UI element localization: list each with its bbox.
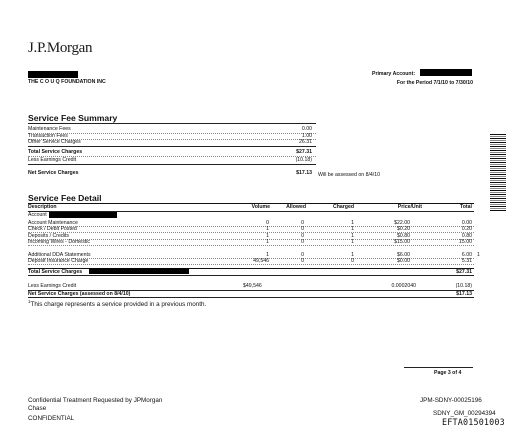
- bates-number-2: SDNY_GM_00294394: [433, 410, 496, 417]
- cell-total: 0.00: [461, 219, 472, 226]
- cell-desc: Check / Debit Posted: [28, 226, 77, 232]
- cell-desc: Additional DDA Statements: [28, 251, 91, 258]
- cell-volume: 1: [266, 232, 269, 239]
- summary-value: $27.31: [296, 149, 312, 155]
- primary-account-label: Primary Account:: [372, 71, 416, 77]
- cell-price: $22.00: [394, 219, 410, 226]
- confidential-block: [28, 397, 162, 422]
- cell-allowed: 0: [301, 258, 304, 264]
- cell-charged: 0: [351, 258, 354, 264]
- column-header: Description: [28, 204, 57, 210]
- statement-period: For the Period 7/1/10 to 7/30/10: [396, 80, 473, 86]
- footnote-text: This charge represents a service provided in a previous month.: [30, 301, 207, 309]
- cell-price: $6.00: [397, 251, 410, 258]
- cell-charged: 1: [351, 232, 354, 239]
- page-number: Page 3 of 4: [434, 370, 462, 376]
- summary-label: Maintenance Fees: [28, 126, 71, 132]
- summary-label: Net Service Charges: [28, 169, 79, 176]
- conf-line2: Chase: [28, 404, 47, 412]
- redacted-account: [49, 212, 117, 218]
- efta-number: EFTA01501003: [442, 417, 505, 427]
- cell-volume: 1: [266, 239, 269, 245]
- footnote: [28, 299, 206, 308]
- bates-number-1: JPM-SDNY-00025196: [420, 397, 482, 404]
- cell-desc: Account Maintenance: [28, 219, 78, 226]
- assessed-note: Will be assessed on 8/4/10: [318, 172, 380, 178]
- cell-allowed: 0: [301, 232, 304, 239]
- redacted-total-account: [89, 268, 189, 274]
- summary-label: Less Earnings Credit: [28, 156, 77, 163]
- summary-label: Transaction Fees: [28, 132, 68, 139]
- cell-volume: 49,546: [253, 258, 269, 264]
- summary-label: Total Service Charges: [28, 149, 83, 155]
- cell-charged: 1: [351, 226, 354, 232]
- cell-desc: Deposit Insurance Charge: [28, 258, 89, 264]
- cell-charged: 1: [351, 219, 354, 226]
- column-header: Volume: [251, 204, 270, 210]
- cell-desc: Incoming Wires - Domestic: [28, 239, 90, 245]
- summary-value: 0.00: [301, 126, 312, 132]
- summary-value: (10.18): [295, 156, 312, 163]
- column-header: Charged: [332, 204, 354, 210]
- jpmorgan-logo: J.P.Morgan: [28, 40, 93, 56]
- earnings-desc: Less Earnings Credit: [28, 283, 77, 289]
- summary-title: Service Fee Summary: [28, 113, 118, 123]
- cell-allowed: 0: [301, 251, 304, 258]
- detail-title: Service Fee Detail: [28, 193, 102, 203]
- cell-price: $0.00: [397, 258, 410, 264]
- cell-allowed: 0: [301, 239, 304, 245]
- earnings-row: [28, 283, 474, 289]
- summary-value: $17.13: [296, 169, 312, 176]
- earnings-price: 0.0002040: [391, 283, 416, 289]
- cell-total: 15.00: [459, 239, 472, 245]
- redacted-account-number: [420, 69, 472, 76]
- cell-volume: 0: [266, 219, 269, 226]
- org-name: THE C O U Q FOUNDATION INC: [28, 79, 106, 85]
- account-label: Account: [28, 212, 47, 218]
- summary-value: 26.31: [299, 139, 312, 146]
- cell-total: 6.00: [461, 251, 472, 258]
- cell-charged: 1: [351, 251, 354, 258]
- earnings-volume: $49,546: [243, 283, 262, 289]
- summary-label: Other Service Charges: [28, 139, 81, 146]
- total-label: Total Service Charges: [28, 268, 83, 275]
- cell-allowed: 0: [301, 226, 304, 232]
- redacted-name: [28, 71, 78, 78]
- cell-allowed: 0: [301, 219, 304, 226]
- cell-total: 5.31: [461, 258, 472, 264]
- column-header: Price/Unit: [397, 204, 422, 210]
- column-header: Total: [459, 204, 472, 210]
- cell-price: $0.20: [397, 226, 410, 232]
- barcode: [490, 134, 506, 212]
- footnote-mark: 1: [477, 252, 480, 258]
- net-value: $17.13: [456, 290, 472, 297]
- cell-price: $0.80: [397, 232, 410, 239]
- conf-line3: CONFIDENTIAL: [28, 414, 75, 422]
- summary-value: 1.00: [301, 132, 312, 139]
- conf-line1: Confidential Treatment Requested by JPMorgan: [28, 397, 163, 404]
- total-value: $27.31: [456, 268, 472, 275]
- cell-desc: Deposits / Credits: [28, 232, 69, 239]
- net-row: [28, 291, 474, 297]
- cell-total: 0.80: [461, 232, 472, 239]
- earnings-total: (10.18): [455, 283, 472, 289]
- detail-header-row: [28, 204, 474, 210]
- cell-volume: 1: [266, 226, 269, 232]
- net-label: Net Service Charges (assessed on 8/4/10): [28, 290, 131, 297]
- footnote-sup: 1: [28, 299, 31, 304]
- cell-price: $15.00: [394, 239, 410, 245]
- cell-volume: 1: [266, 251, 269, 258]
- cell-charged: 1: [351, 239, 354, 245]
- cell-total: 0.20: [461, 226, 472, 232]
- column-header: Allowed: [286, 204, 306, 210]
